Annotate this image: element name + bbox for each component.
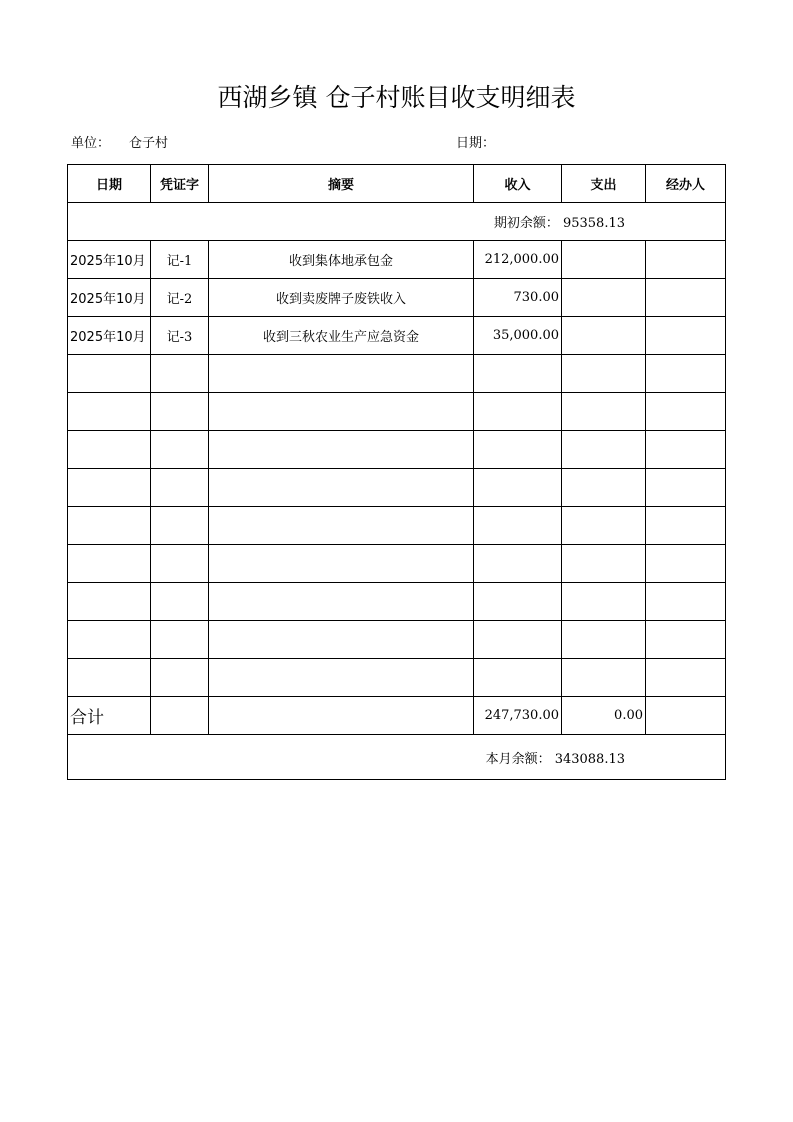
summary-cell	[209, 393, 474, 431]
voucher-cell	[151, 659, 209, 697]
voucher-cell: 记-2	[151, 279, 209, 317]
table-row	[68, 583, 726, 621]
handler-cell	[646, 583, 726, 621]
date-cell: 2025年10月	[68, 241, 151, 279]
income-cell: 730.00	[474, 279, 562, 317]
handler-cell	[646, 621, 726, 659]
income-cell	[474, 431, 562, 469]
income-cell	[474, 355, 562, 393]
voucher-cell: 记-3	[151, 317, 209, 355]
handler-cell	[646, 697, 726, 735]
summary-cell	[209, 583, 474, 621]
handler-cell	[646, 659, 726, 697]
income-cell	[474, 659, 562, 697]
header-expense: 支出	[562, 165, 646, 203]
voucher-cell	[151, 393, 209, 431]
date-cell: 2025年10月	[68, 279, 151, 317]
expense-cell	[562, 659, 646, 697]
income-cell	[474, 507, 562, 545]
table-row	[68, 355, 726, 393]
income-cell	[474, 545, 562, 583]
date-cell	[68, 659, 151, 697]
table-row	[68, 241, 726, 279]
date-cell	[68, 431, 151, 469]
header-date: 日期	[68, 165, 151, 203]
voucher-cell	[151, 621, 209, 659]
expense-cell	[562, 583, 646, 621]
voucher-cell	[151, 507, 209, 545]
voucher-cell	[151, 697, 209, 735]
voucher-cell: 记-1	[151, 241, 209, 279]
income-cell: 35,000.00	[474, 317, 562, 355]
unit-value: 仓子村	[129, 136, 169, 151]
opening-balance-row	[68, 203, 726, 241]
expense-cell	[562, 355, 646, 393]
unit-label: 单位：	[71, 136, 111, 151]
expense-cell	[562, 279, 646, 317]
summary-cell: 收到卖废牌子废铁收入	[209, 279, 474, 317]
total-expense: 0.00	[562, 697, 646, 735]
voucher-cell	[151, 583, 209, 621]
summary-cell	[209, 469, 474, 507]
date-cell	[68, 469, 151, 507]
expense-cell	[562, 317, 646, 355]
table-row	[68, 507, 726, 545]
summary-cell	[209, 659, 474, 697]
summary-cell: 收到三秋农业生产应急资金	[209, 317, 474, 355]
opening-balance: 期初余额： 95358.13	[68, 203, 726, 241]
income-cell	[474, 621, 562, 659]
date-label: 日期：	[456, 136, 496, 151]
expense-cell	[562, 469, 646, 507]
table-row	[68, 431, 726, 469]
table-row	[68, 545, 726, 583]
summary-cell	[209, 697, 474, 735]
handler-cell	[646, 507, 726, 545]
page-title: 西湖乡镇 仓子村账目收支明细表	[217, 83, 576, 112]
header-summary: 摘要	[209, 165, 474, 203]
handler-cell	[646, 279, 726, 317]
closing-balance: 本月余额： 343088.13	[68, 735, 726, 780]
header-handler: 经办人	[646, 165, 726, 203]
date-cell	[68, 393, 151, 431]
summary-cell: 收到集体地承包金	[209, 241, 474, 279]
date-cell: 2025年10月	[68, 317, 151, 355]
table-row	[68, 279, 726, 317]
expense-cell	[562, 621, 646, 659]
voucher-cell	[151, 545, 209, 583]
income-cell	[474, 393, 562, 431]
table-row	[68, 393, 726, 431]
total-label: 合计	[68, 697, 151, 735]
table-row	[68, 659, 726, 697]
closing-balance-row	[68, 735, 726, 780]
total-row	[68, 697, 726, 735]
date-cell	[68, 621, 151, 659]
income-cell: 212,000.00	[474, 241, 562, 279]
header-voucher: 凭证字	[151, 165, 209, 203]
header-income: 收入	[474, 165, 562, 203]
summary-cell	[209, 545, 474, 583]
handler-cell	[646, 545, 726, 583]
date-cell	[68, 545, 151, 583]
voucher-cell	[151, 431, 209, 469]
income-cell	[474, 469, 562, 507]
ledger-table	[67, 164, 726, 780]
expense-cell	[562, 545, 646, 583]
summary-cell	[209, 355, 474, 393]
voucher-cell	[151, 355, 209, 393]
expense-cell	[562, 241, 646, 279]
handler-cell	[646, 241, 726, 279]
date-cell	[68, 355, 151, 393]
expense-cell	[562, 393, 646, 431]
summary-cell	[209, 431, 474, 469]
handler-cell	[646, 393, 726, 431]
total-income: 247,730.00	[474, 697, 562, 735]
handler-cell	[646, 431, 726, 469]
date-cell	[68, 583, 151, 621]
income-cell	[474, 583, 562, 621]
handler-cell	[646, 317, 726, 355]
summary-cell	[209, 507, 474, 545]
table-row	[68, 621, 726, 659]
summary-cell	[209, 621, 474, 659]
table-row	[68, 317, 726, 355]
handler-cell	[646, 469, 726, 507]
date-cell	[68, 507, 151, 545]
header-row	[68, 165, 726, 203]
table-row	[68, 469, 726, 507]
voucher-cell	[151, 469, 209, 507]
handler-cell	[646, 355, 726, 393]
expense-cell	[562, 431, 646, 469]
expense-cell	[562, 507, 646, 545]
